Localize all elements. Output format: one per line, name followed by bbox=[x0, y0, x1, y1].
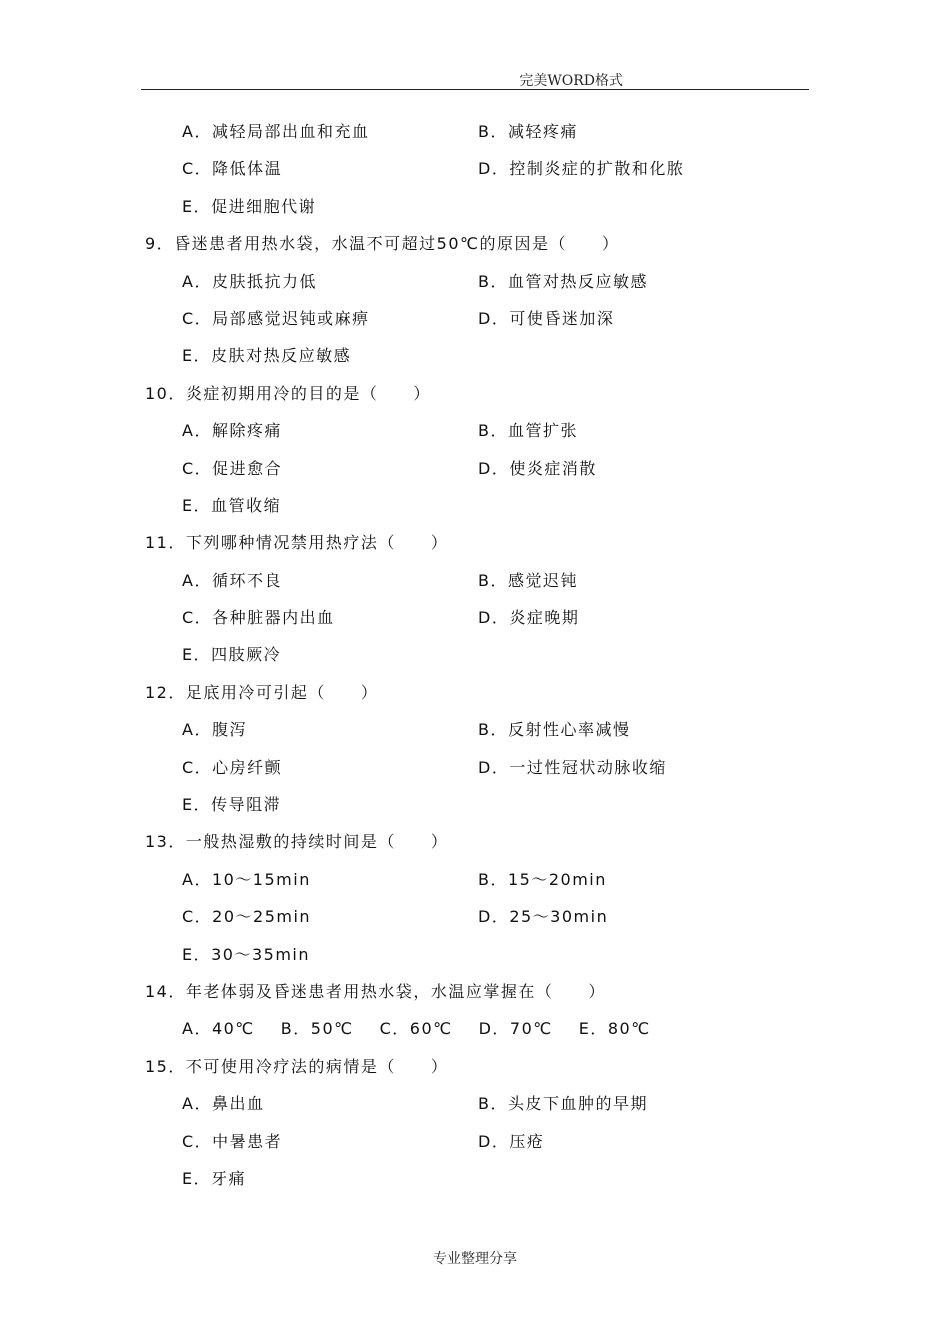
option-single: E．促进细胞代谢 bbox=[182, 196, 317, 216]
question-stem: 13．一般热湿敷的持续时间是（ ） bbox=[145, 832, 449, 852]
option-right: B．15～20min bbox=[478, 869, 607, 889]
option-inline: D．70℃ bbox=[478, 1019, 553, 1039]
option-left: C．各种脏器内出血 bbox=[182, 608, 335, 628]
option-inline: B．50℃ bbox=[280, 1019, 354, 1039]
option-row bbox=[145, 786, 805, 823]
option-row bbox=[145, 1160, 805, 1197]
option-row bbox=[145, 150, 805, 187]
option-right: B．反射性心率减慢 bbox=[478, 720, 631, 740]
option-row bbox=[145, 1085, 805, 1122]
option-single: E．四肢厥冷 bbox=[182, 645, 282, 665]
option-right: B．头皮下血肿的早期 bbox=[478, 1094, 648, 1114]
option-left: A．鼻出血 bbox=[182, 1094, 265, 1114]
option-left: C．心房纤颤 bbox=[182, 757, 283, 777]
option-single: E．皮肤对热反应敏感 bbox=[182, 346, 352, 366]
option-left: A．腹泻 bbox=[182, 720, 247, 740]
header-text: 完美WORD格式 bbox=[519, 73, 623, 89]
option-row bbox=[145, 636, 805, 673]
option-left: C．局部感觉迟钝或麻痹 bbox=[182, 308, 370, 328]
option-right: D．压疮 bbox=[478, 1131, 545, 1151]
option-inline-row bbox=[145, 1010, 805, 1047]
option-row bbox=[145, 188, 805, 225]
option-left: C．20～25min bbox=[182, 907, 312, 927]
option-right: B．血管对热反应敏感 bbox=[478, 271, 648, 291]
option-left: C．促进愈合 bbox=[182, 458, 283, 478]
option-row bbox=[145, 562, 805, 599]
question-stem: 15．不可使用冷疗法的病情是（ ） bbox=[145, 1056, 449, 1076]
option-row bbox=[145, 487, 805, 524]
option-right: B．感觉迟钝 bbox=[478, 570, 578, 590]
option-left: A．10～15min bbox=[182, 869, 311, 889]
option-single: E．牙痛 bbox=[182, 1168, 247, 1188]
option-row bbox=[145, 412, 805, 449]
option-left: A．减轻局部出血和充血 bbox=[182, 122, 370, 141]
option-inline: C．60℃ bbox=[379, 1019, 453, 1039]
option-right: D．一过性冠状动脉收缩 bbox=[478, 757, 667, 777]
page-footer: 专业整理分享 bbox=[433, 1251, 517, 1267]
question-stem: 9．昏迷患者用热水袋，水温不可超过50℃的原因是（ ） bbox=[145, 234, 620, 254]
option-single: E．血管收缩 bbox=[182, 495, 282, 515]
question-list bbox=[145, 113, 805, 1197]
option-row bbox=[145, 599, 805, 636]
option-right: D．可使昏迷加深 bbox=[478, 308, 615, 328]
option-row bbox=[145, 113, 805, 150]
option-row bbox=[145, 1123, 805, 1160]
option-right: D．炎症晚期 bbox=[478, 608, 580, 628]
option-left: A．皮肤抵抗力低 bbox=[182, 271, 317, 291]
option-right: D．控制炎症的扩散和化脓 bbox=[478, 159, 685, 179]
option-row bbox=[145, 300, 805, 337]
option-row bbox=[145, 936, 805, 973]
page-header bbox=[141, 70, 809, 90]
option-inline: E．80℃ bbox=[578, 1019, 651, 1039]
option-right: B．减轻疼痛 bbox=[478, 122, 578, 141]
option-row bbox=[145, 263, 805, 300]
option-single: E．30～35min bbox=[182, 944, 311, 964]
option-row bbox=[145, 450, 805, 487]
question-stem: 12．足底用冷可引起（ ） bbox=[145, 682, 379, 702]
option-single: E．传导阻滞 bbox=[182, 795, 282, 815]
option-inline: A．40℃ bbox=[182, 1019, 255, 1039]
question-stem: 10．炎症初期用冷的目的是（ ） bbox=[145, 383, 431, 403]
option-row bbox=[145, 861, 805, 898]
option-row bbox=[145, 898, 805, 935]
option-left: C．中暑患者 bbox=[182, 1131, 283, 1151]
option-left: A．解除疼痛 bbox=[182, 421, 282, 441]
question-stem: 11．下列哪种情况禁用热疗法（ ） bbox=[145, 533, 449, 553]
question-stem: 14．年老体弱及昏迷患者用热水袋，水温应掌握在（ ） bbox=[145, 981, 606, 1001]
option-row bbox=[145, 749, 805, 786]
option-row bbox=[145, 711, 805, 748]
option-left: C．降低体温 bbox=[182, 159, 283, 179]
option-right: D．使炎症消散 bbox=[478, 458, 597, 478]
option-right: B．血管扩张 bbox=[478, 421, 578, 441]
option-right: D．25～30min bbox=[478, 907, 609, 927]
option-left: A．循环不良 bbox=[182, 570, 282, 590]
option-row bbox=[145, 337, 805, 374]
